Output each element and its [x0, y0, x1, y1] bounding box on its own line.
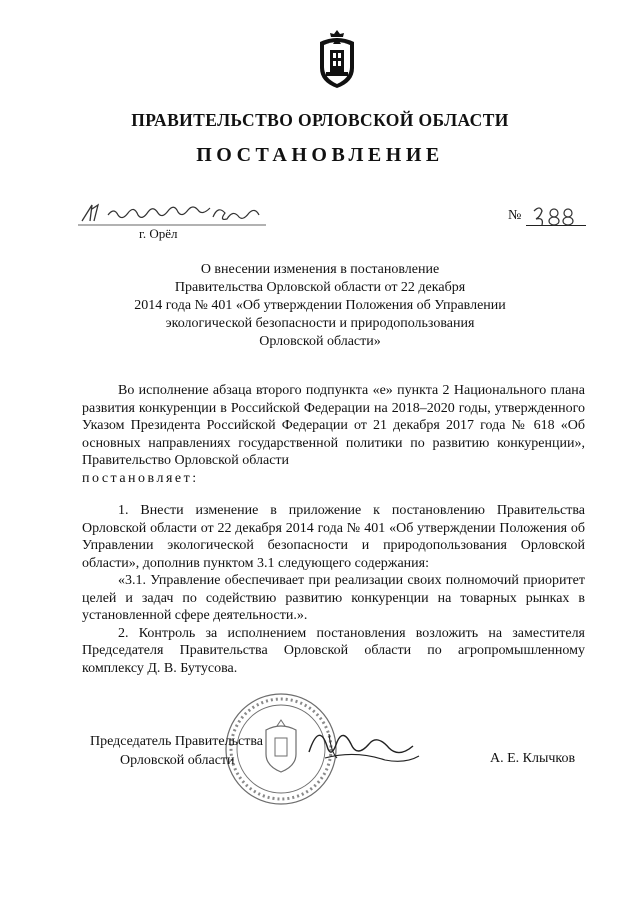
handwritten-date	[78, 199, 268, 229]
document-type-title: ПОСТАНОВЛЕНИЕ	[196, 144, 444, 166]
subject-line: Правительства Орловской области от 22 декабря	[174, 280, 466, 295]
decree-items	[82, 502, 585, 677]
item-1-paragraph: 1. Внести изменение в приложение к постановлению Правительства Орловской области от 22 декабря 2014 года № 401 «Об утверждении Положения об Управлении экологической безопасности и природопользования Орловской области», дополнив пунктом 3.1 следующего содержания:	[82, 503, 585, 571]
coat-of-arms-emblem	[312, 28, 362, 90]
subject-line: 2014 года № 401 «Об утверждении Положения об Управлении	[134, 298, 506, 313]
subject-line: экологической безопасности и природопользования	[165, 316, 475, 331]
document-subject	[120, 261, 520, 351]
subject-line: Орловской области»	[259, 334, 381, 349]
signatory-title-line: Орловской области	[120, 753, 235, 768]
city-label: г. Орёл	[139, 226, 178, 241]
organization-title: ПРАВИТЕЛЬСТВО ОРЛОВСКОЙ ОБЛАСТИ	[131, 110, 509, 130]
number-label: №	[508, 208, 522, 223]
item-2-paragraph: 2. Контроль за исполнением постановления возложить на заместителя Председателя Правительства Орловской области по агропромышленному комплексу Д. В. Бутусова.	[82, 625, 585, 676]
preamble-block	[82, 382, 585, 487]
decree-word: постановляет:	[82, 470, 199, 486]
handwritten-signature	[305, 722, 425, 772]
signatory-name: А. Е. Клычков	[490, 751, 576, 766]
handwritten-number	[528, 203, 586, 227]
subject-line: О внесении изменения в постановление	[200, 262, 440, 277]
signatory-title-line: Председатель Правительства	[90, 734, 263, 749]
item-1-quote: «3.1. Управление обеспечивает при реализации своих полномочий приоритет целей и задач по содействию развитию конкуренции на товарных рынках в установленной сфере деятельности.».	[82, 573, 585, 623]
preamble-paragraph: Во исполнение абзаца второго подпункта «е» пункта 2 Национального плана развития конкуренции в Российской Федерации на 2018–2020 годы, утвержденного Указом Президента Российской Федерации от 21 декабря 2017 года № 618 «Об основных направлениях государственной политики по развитию конкуренции», Правительство Орловской области	[82, 383, 585, 468]
signatory-title	[90, 732, 263, 770]
